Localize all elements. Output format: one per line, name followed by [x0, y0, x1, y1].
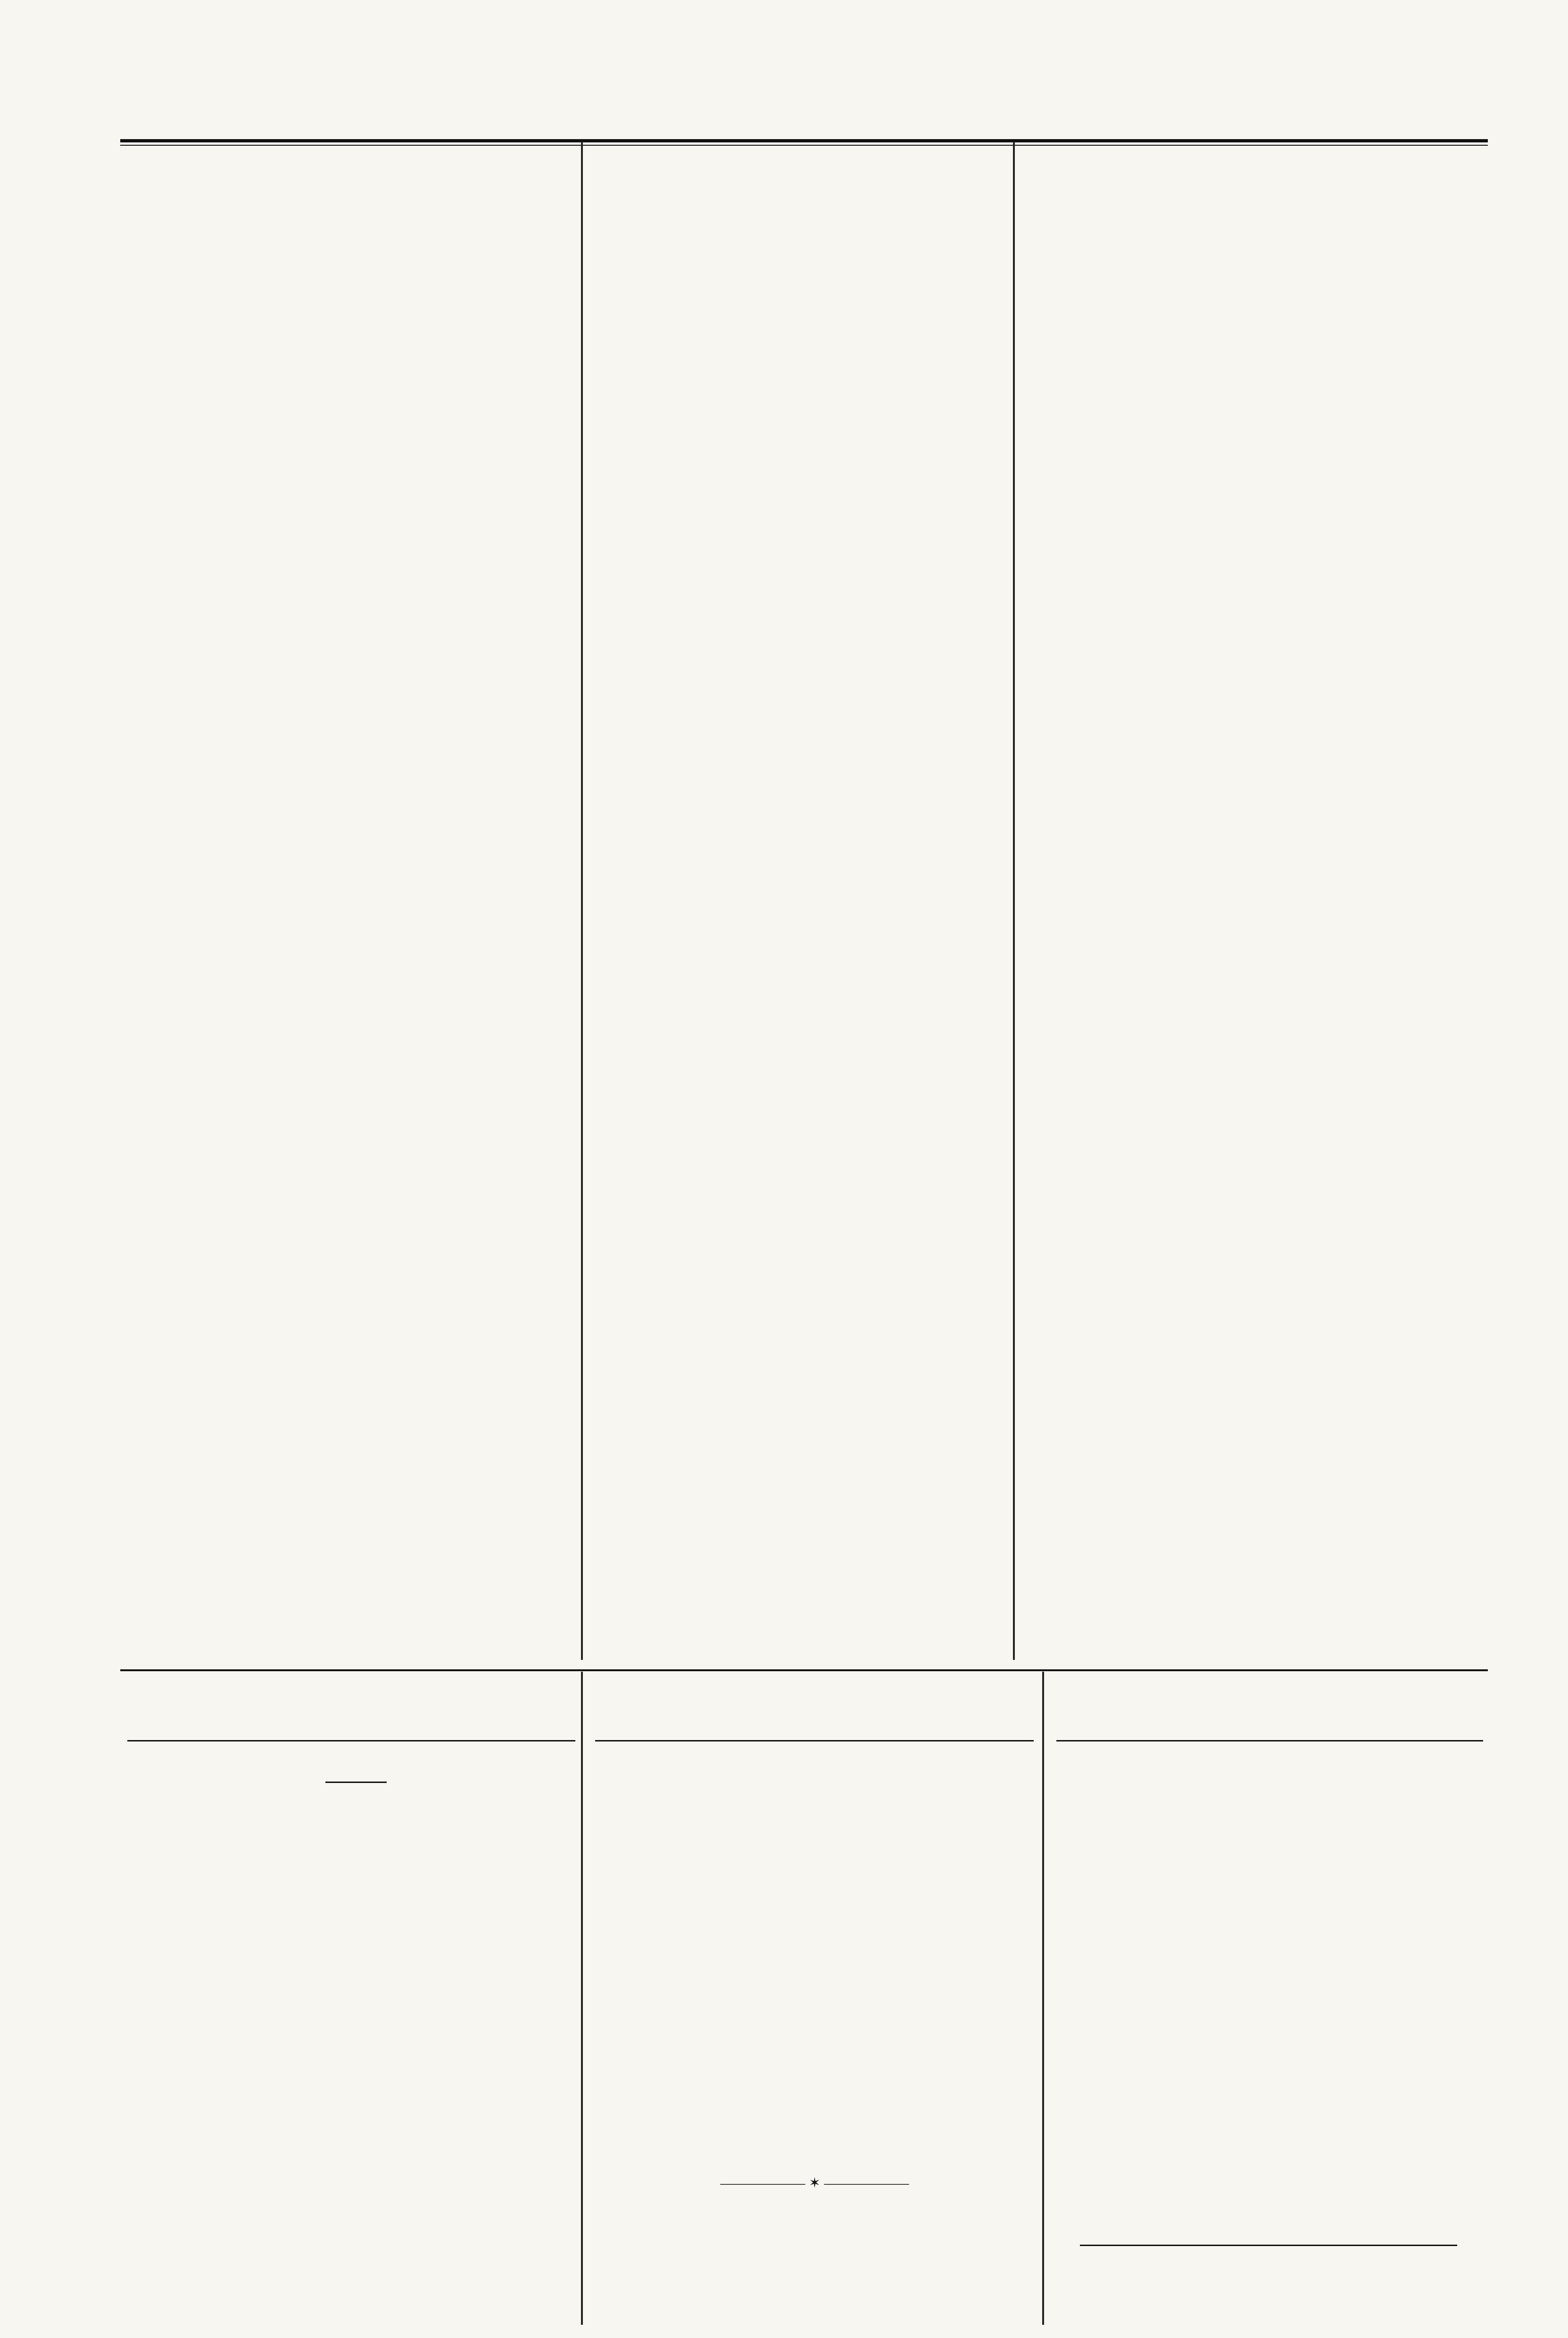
ad-header-rule — [1056, 1740, 1483, 1741]
ad-divider — [1042, 1672, 1044, 2325]
column-divider — [581, 141, 583, 1660]
ads-top-rule — [120, 1669, 1488, 1671]
column-divider — [1013, 141, 1015, 1660]
ad-header-rule — [595, 1740, 1034, 1741]
ad-header-rule — [127, 1740, 575, 1741]
barber-rule — [1080, 2245, 1457, 2246]
wyld-ornament: —————— ✶ —————— — [720, 2175, 909, 2191]
eby-partner-dash — [325, 1782, 387, 1783]
masthead-rule — [120, 139, 1488, 142]
masthead-rule-thin — [120, 145, 1488, 146]
ad-divider — [581, 1672, 583, 2325]
